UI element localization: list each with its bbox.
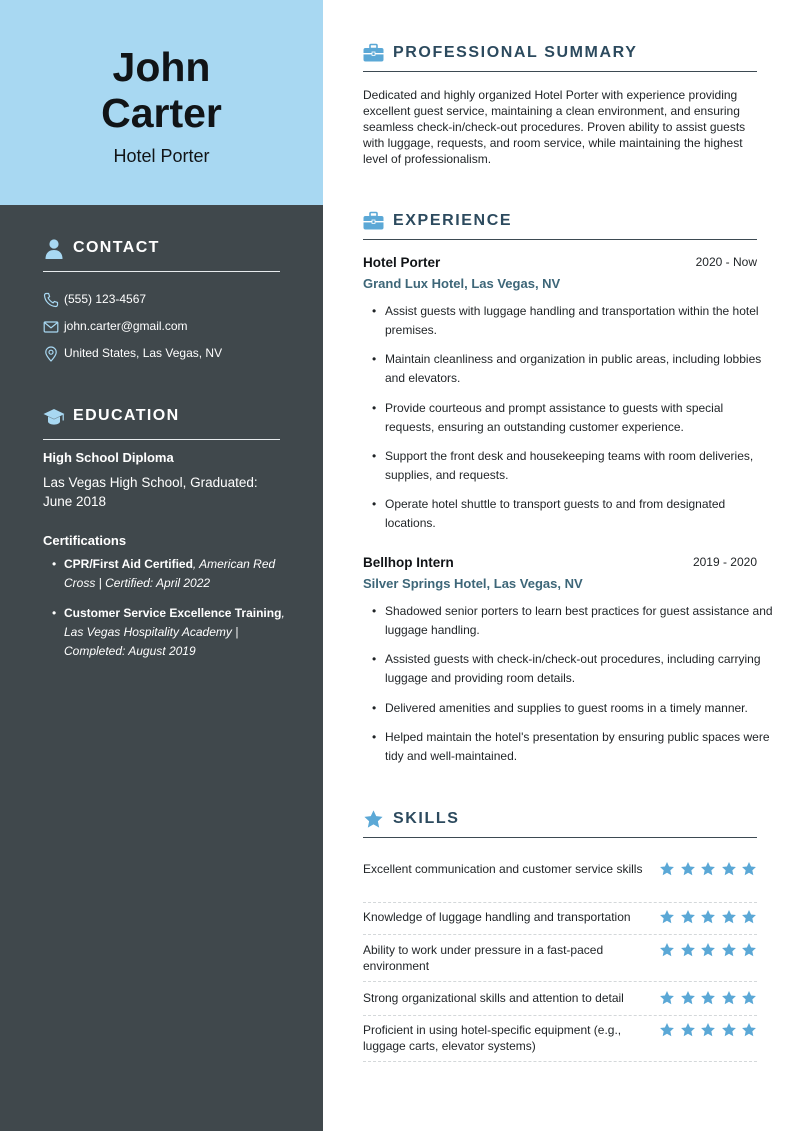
map-pin-icon bbox=[43, 346, 59, 362]
star-icon bbox=[700, 861, 716, 877]
skill-name: Ability to work under pressure in a fast-paced environment bbox=[363, 943, 604, 973]
skill-rating bbox=[659, 861, 757, 877]
phone-icon bbox=[43, 292, 59, 308]
contact-heading: CONTACT bbox=[73, 239, 160, 256]
job-bullet: • Delivered amenities and supplies to guest rooms in a timely manner. bbox=[385, 699, 773, 718]
star-icon bbox=[721, 861, 737, 877]
job-company: Grand Lux Hotel, Las Vegas, NV bbox=[363, 276, 561, 291]
star-icon bbox=[680, 990, 696, 1006]
sidebar bbox=[0, 0, 323, 1131]
experience-heading: EXPERIENCE bbox=[393, 212, 513, 229]
star-icon bbox=[363, 809, 384, 830]
skill-rating bbox=[659, 909, 757, 925]
star-icon bbox=[700, 909, 716, 925]
graduation-cap-icon bbox=[43, 406, 65, 428]
certification-detail: , American Red Cross | Certified: April 2022 bbox=[64, 557, 276, 590]
degree: High School Diploma bbox=[43, 450, 174, 465]
job-bullet: • Maintain cleanliness and organization in public areas, including lobbies and elevators. bbox=[385, 350, 773, 388]
star-icon bbox=[721, 942, 737, 958]
school: Las Vegas High School, Graduated: June 2018 bbox=[43, 475, 258, 509]
certification-name: CPR/First Aid Certified bbox=[64, 557, 193, 571]
summary-heading: PROFESSIONAL SUMMARY bbox=[393, 44, 638, 61]
skill-name: Excellent communication and customer service skills bbox=[363, 862, 643, 876]
star-icon bbox=[700, 1022, 716, 1038]
education-section-heading bbox=[43, 406, 280, 440]
job-bullet: • Helped maintain the hotel's presentation by ensuring public spaces were tidy and well-maintained. bbox=[385, 728, 773, 766]
name-header bbox=[0, 0, 323, 205]
skill-row bbox=[363, 990, 757, 1016]
certifications-heading: Certifications bbox=[43, 533, 127, 548]
star-icon bbox=[680, 1022, 696, 1038]
star-icon bbox=[680, 909, 696, 925]
job-company: Silver Springs Hotel, Las Vegas, NV bbox=[363, 576, 583, 591]
education-heading: EDUCATION bbox=[73, 407, 180, 424]
job-bullet: • Provide courteous and prompt assistance to guests with special requests, ensuring an outstanding customer experience. bbox=[385, 399, 773, 437]
certification-item bbox=[64, 604, 296, 661]
contact-email bbox=[43, 318, 303, 338]
job-bullet: • Assisted guests with check-in/check-out procedures, including carrying luggage and providing room details. bbox=[385, 650, 773, 688]
star-icon bbox=[741, 1022, 757, 1038]
star-icon bbox=[659, 909, 675, 925]
contact-section-heading bbox=[43, 238, 280, 272]
skill-row bbox=[363, 1022, 757, 1062]
location: United States, Las Vegas, NV bbox=[64, 346, 223, 360]
job-title: Hotel Porter bbox=[113, 146, 210, 166]
job-bullet: • Support the front desk and housekeeping teams with room deliveries, supplies, and requests. bbox=[385, 447, 773, 485]
first-name: John bbox=[112, 44, 211, 90]
certification-item bbox=[64, 555, 296, 593]
briefcase-icon bbox=[363, 43, 384, 64]
star-icon bbox=[659, 1022, 675, 1038]
phone-number: (555) 123-4567 bbox=[64, 292, 147, 306]
skill-name: Proficient in using hotel-specific equipment (e.g., luggage carts, elevator systems) bbox=[363, 1023, 622, 1053]
email-address: john.carter@gmail.com bbox=[64, 319, 188, 333]
star-icon bbox=[659, 861, 675, 877]
certification-detail: , Las Vegas Hospitality Academy | Completed: August 2019 bbox=[64, 606, 285, 658]
skills-section-heading bbox=[363, 809, 757, 838]
briefcase-icon bbox=[363, 211, 384, 232]
certification-name: Customer Service Excellence Training bbox=[64, 606, 282, 620]
job-role: Bellhop Intern bbox=[363, 555, 454, 570]
star-icon bbox=[721, 1022, 737, 1038]
skill-rating bbox=[659, 1022, 757, 1038]
star-icon bbox=[680, 942, 696, 958]
job-bullet: • Shadowed senior porters to learn best practices for guest assistance and luggage handling. bbox=[385, 602, 773, 640]
job-dates: 2019 - 2020 bbox=[692, 555, 757, 569]
star-icon bbox=[741, 942, 757, 958]
summary-text: Dedicated and highly organized Hotel Porter with experience providing excellent guest service, maintaining a clean environment, and ensuring seamless check-in/check-out procedures. Proven ability to assist guests with luggage, requests, and room service, while maintaining the highest level of professionalism. bbox=[363, 88, 746, 166]
person-icon bbox=[43, 238, 65, 260]
star-icon bbox=[721, 909, 737, 925]
contact-phone bbox=[43, 291, 303, 311]
job-bullet: • Operate hotel shuttle to transport guests to and from designated locations. bbox=[385, 495, 773, 533]
skill-rating bbox=[659, 942, 757, 958]
star-icon bbox=[700, 942, 716, 958]
star-icon bbox=[659, 942, 675, 958]
star-icon bbox=[721, 990, 737, 1006]
skill-rating bbox=[659, 990, 757, 1006]
job-bullet: • Assist guests with luggage handling and transportation within the hotel premises. bbox=[385, 302, 773, 340]
summary-section-heading bbox=[363, 43, 757, 72]
job-role: Hotel Porter bbox=[363, 255, 441, 270]
experience-section-heading bbox=[363, 211, 757, 240]
star-icon bbox=[659, 990, 675, 1006]
star-icon bbox=[741, 909, 757, 925]
skill-name: Knowledge of luggage handling and transportation bbox=[363, 910, 631, 924]
last-name: Carter bbox=[101, 90, 222, 136]
skill-name: Strong organizational skills and attention to detail bbox=[363, 991, 624, 1005]
job-dates: 2020 - Now bbox=[695, 255, 757, 269]
skill-row bbox=[363, 942, 757, 982]
contact-location bbox=[43, 345, 303, 365]
star-icon bbox=[700, 990, 716, 1006]
star-icon bbox=[680, 861, 696, 877]
star-icon bbox=[741, 861, 757, 877]
envelope-icon bbox=[43, 319, 59, 335]
skill-row bbox=[363, 909, 757, 935]
star-icon bbox=[741, 990, 757, 1006]
skill-row bbox=[363, 861, 757, 903]
skills-heading: SKILLS bbox=[393, 810, 460, 827]
